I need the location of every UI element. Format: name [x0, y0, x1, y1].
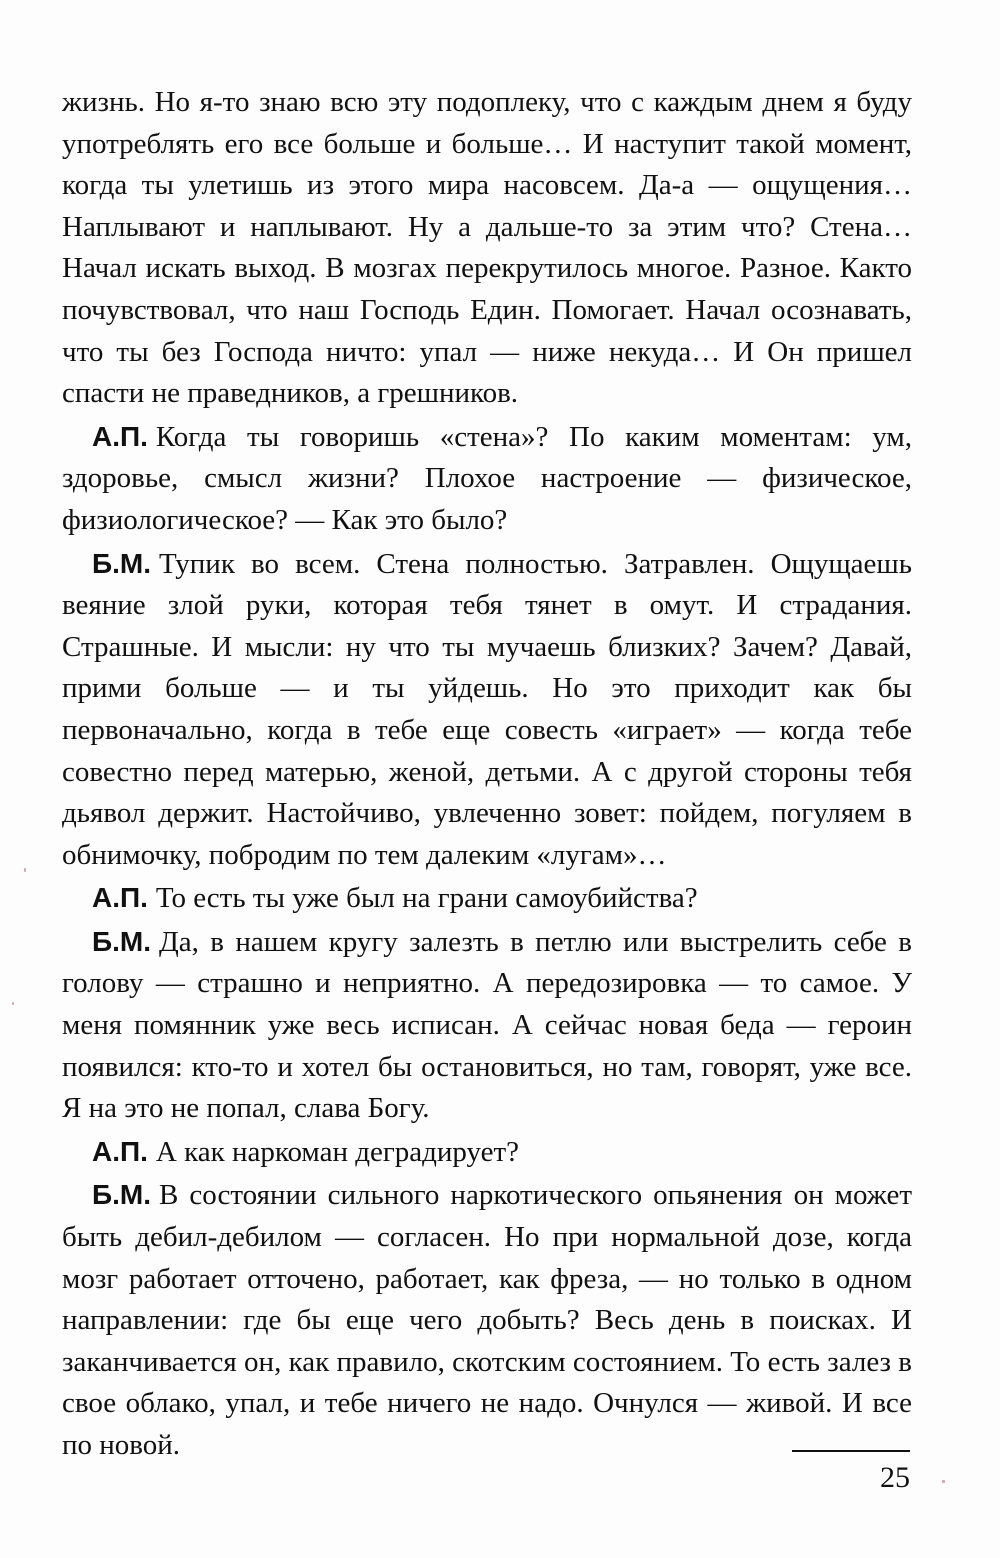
- print-speck: [942, 1480, 945, 1483]
- footer-rule: [792, 1450, 910, 1452]
- paragraph-text: Когда ты говоришь «стена»? По каким моментам: ум, здоровье, смысл жизни? Плохое настроение — физическое, физиологическое? — Как это было?: [62, 420, 912, 536]
- page-number: 25: [880, 1461, 910, 1494]
- interview-text: [62, 82, 912, 1467]
- paragraph-6: [62, 1131, 912, 1174]
- speaker-label: Б.М.: [92, 1179, 152, 1211]
- speaker-label: А.П.: [92, 420, 148, 452]
- print-speck: [12, 1002, 14, 1005]
- paragraph-text: Тупик во всем. Стена полностью. Затравлен. Ощущаешь веяние злой руки, которая тебя тянет в омут. И страдания. Страшные. И мысли: ну что ты мучаешь близких? Зачем? Давай, прими больше — и ты уйдешь. Но это приходит как бы первоначально, когда в тебе еще совесть «играет» — когда тебе совестно перед матерью, женой, детьми. А с другой стороны тебя дьявол держит. Настойчиво, увлеченно зовет: пойдем, погуляем в обнимочку, побродим по тем далеким «лугам»…: [62, 547, 912, 871]
- speaker-label: Б.М.: [92, 925, 152, 957]
- paragraph-3: [62, 543, 912, 877]
- paragraph-text: А как наркоман деградирует?: [155, 1135, 520, 1168]
- paragraph-text: Да, в нашем кругу залезть в петлю или выстрелить себе в голову — страшно и неприятно. А передозировка — то самое. У меня помянник уже весь исписан. А сейчас новая беда — героин появился: кто-то и хотел бы остановиться, но там, говорят, уже все. Я на это не попал, слава Богу.: [62, 925, 912, 1125]
- paragraph-text: То есть ты уже был на грани самоубийства?: [155, 882, 698, 915]
- paragraph-2: [62, 416, 912, 542]
- paragraph-7: [62, 1174, 912, 1466]
- paragraph-1: [62, 82, 912, 415]
- speaker-label: А.П.: [92, 1135, 148, 1167]
- print-speck: [24, 868, 26, 872]
- paragraph-4: [62, 877, 912, 920]
- paragraph-5: [62, 921, 912, 1130]
- paragraph-text: жизнь. Но я-то знаю всю эту подоплеку, что с каждым днем я буду употреблять его все больше и больше… И наступит такой момент, когда ты улетишь из этого мира насовсем. Да-а — ощущения… Наплывают и наплывают. Ну а дальше-то за этим что? Стена… Начал искать выход. В мозгах перекрутилось многое. Разное. Както почувствовал, что наш Господь Един. Помогает. Начал осознавать, что ты без Господа ничто: упал — ниже некуда… И Он пришел спасти не праведников, а грешников.: [62, 86, 912, 410]
- paragraph-text: В состоянии сильного наркотического опьянения он может быть дебил-дебилом — согласен. Но при нормальной дозе, когда мозг работает отточено, работает, как фреза, — но только в одном направлении: где бы еще чего добыть? Весь день в поисках. И заканчивается он, как правило, скотским состоянием. То есть залез в свое облако, упал, и тебе ничего не надо. Очнулся — живой. И все по новой.: [62, 1179, 912, 1461]
- speaker-label: А.П.: [92, 882, 148, 914]
- speaker-label: Б.М.: [92, 547, 152, 579]
